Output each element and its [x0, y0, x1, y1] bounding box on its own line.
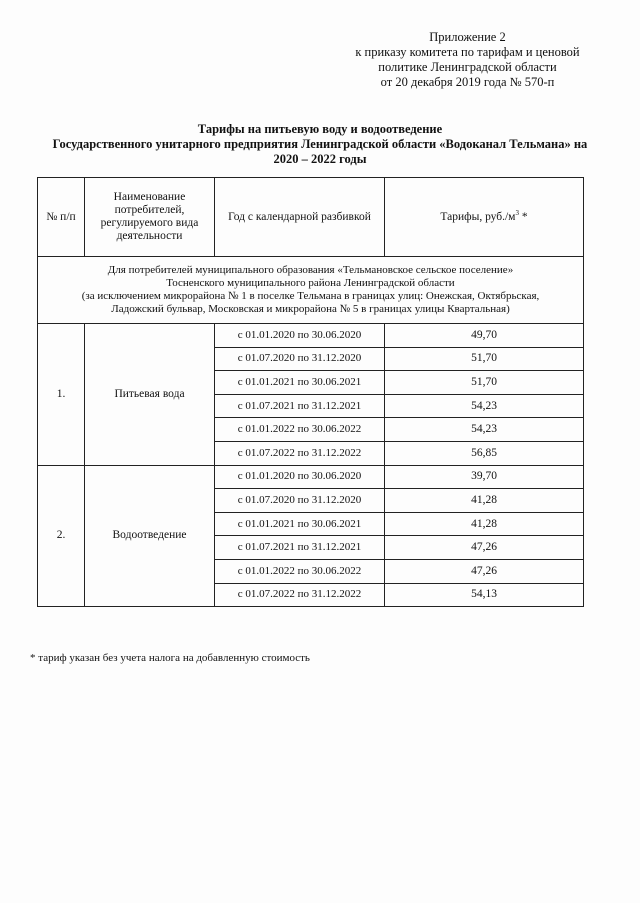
title-line: 2020 – 2022 годы [273, 152, 367, 166]
header-tariff-label: Тарифы, руб./м [440, 210, 516, 223]
appendix-line: от 20 декабря 2019 года № 570-п [380, 75, 555, 89]
consumer-group-row [38, 257, 584, 324]
period-cell: с 01.07.2020 по 31.12.2020 [215, 347, 385, 371]
document-title [20, 122, 620, 167]
table-header-row [38, 178, 584, 257]
header-tariff-asterisk: * [518, 210, 528, 223]
header-name: Наименование потребителей, регулируемого вида деятельности [85, 178, 215, 257]
tariff-value-cell: 47,26 [385, 559, 584, 583]
period-cell: с 01.01.2020 по 30.06.2020 [215, 465, 385, 489]
consumer-group-line: Для потребителей муниципального образования «Тельмановское сельское поселение» [107, 264, 514, 276]
tariffs-table [37, 177, 584, 607]
row-number-cell: 1. [38, 324, 85, 466]
header-tariff [385, 178, 584, 257]
tariff-value-cell: 51,70 [385, 371, 584, 395]
title-line: Государственного унитарного предприятия Ленинградской области «Водоканал Тельмана» на [52, 137, 588, 151]
consumer-group-line: Тосненского муниципального района Ленинградской области [166, 277, 455, 289]
period-cell: с 01.01.2022 по 30.06.2022 [215, 418, 385, 442]
tariffs-table-body [38, 178, 584, 607]
table-row [38, 324, 584, 348]
tariff-value-cell: 56,85 [385, 441, 584, 465]
appendix-block [340, 30, 595, 90]
appendix-line: к приказу комитета по тарифам и ценовой [355, 45, 580, 59]
header-tariff-superscript: 3 [515, 208, 519, 217]
activity-name-cell: Водоотведение [85, 465, 215, 607]
row-number-cell: 2. [38, 465, 85, 607]
period-cell: с 01.07.2021 по 31.12.2021 [215, 394, 385, 418]
period-cell: с 01.01.2021 по 30.06.2021 [215, 512, 385, 536]
activity-name-cell: Питьевая вода [85, 324, 215, 466]
tariff-value-cell: 39,70 [385, 465, 584, 489]
tariff-value-cell: 54,23 [385, 418, 584, 442]
tariff-value-cell: 47,26 [385, 536, 584, 560]
period-cell: с 01.01.2022 по 30.06.2022 [215, 559, 385, 583]
title-line: Тарифы на питьевую воду и водоотведение [197, 122, 443, 136]
footnote: * тариф указан без учета налога на добавленную стоимость [30, 652, 310, 664]
tariff-value-cell: 49,70 [385, 324, 584, 348]
period-cell: с 01.01.2020 по 30.06.2020 [215, 324, 385, 348]
tariff-value-cell: 54,13 [385, 583, 584, 607]
header-year: Год с календарной разбивкой [215, 178, 385, 257]
header-num: № п/п [38, 178, 85, 257]
period-cell: с 01.07.2021 по 31.12.2021 [215, 536, 385, 560]
period-cell: с 01.07.2022 по 31.12.2022 [215, 441, 385, 465]
table-row [38, 465, 584, 489]
appendix-line: политике Ленинградской области [378, 60, 557, 74]
consumer-group-line: (за исключением микрорайона № 1 в поселке Тельмана в границах улиц: Онежская, Октябрьская, [81, 290, 540, 302]
period-cell: с 01.01.2021 по 30.06.2021 [215, 371, 385, 395]
tariff-value-cell: 41,28 [385, 512, 584, 536]
consumer-group-cell [38, 257, 584, 324]
tariff-value-cell: 54,23 [385, 394, 584, 418]
tariff-value-cell: 51,70 [385, 347, 584, 371]
period-cell: с 01.07.2020 по 31.12.2020 [215, 489, 385, 513]
period-cell: с 01.07.2022 по 31.12.2022 [215, 583, 385, 607]
appendix-line: Приложение 2 [429, 30, 506, 44]
tariff-value-cell: 41,28 [385, 489, 584, 513]
consumer-group-line: Ладожский бульвар, Московская и микрорайона № 5 в границах улицы Квартальная) [111, 303, 510, 315]
